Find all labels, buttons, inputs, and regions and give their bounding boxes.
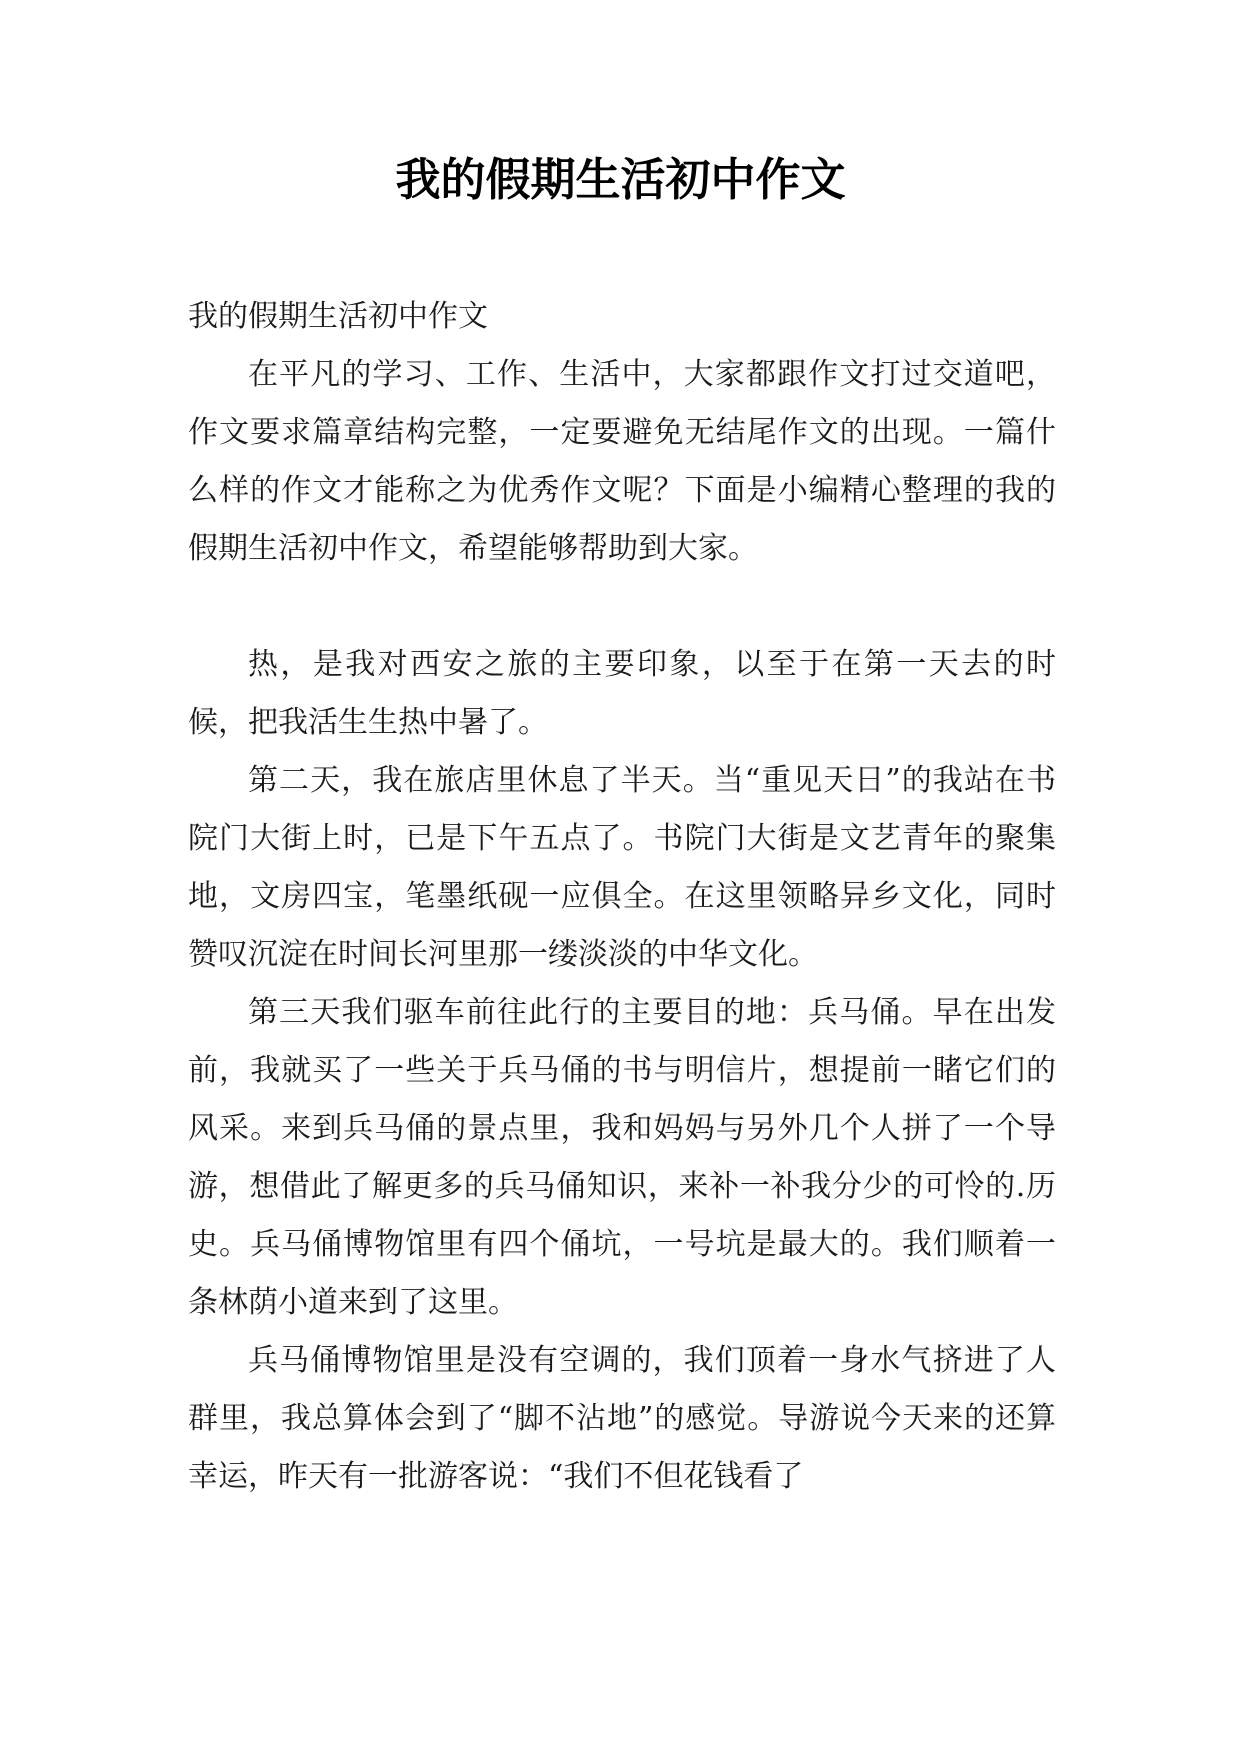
- paragraph-gap: [188, 578, 1056, 636]
- document-title: 我的假期生活初中作文: [395, 153, 846, 206]
- document-subtitle: 我的假期生活初中作文: [188, 299, 488, 334]
- body-paragraph-2: 第二天，我在旅店里休息了半天。当“重见天日”的我站在书院门大街上时，已是下午五点了。书院门大街是文艺青年的聚集地，文房四宝，笔墨纸砚一应俱全。在这里领略异乡文化，同时赞叹沉淀在时间长河里那一缕淡淡的中华文化。: [188, 763, 1056, 972]
- body-paragraph-4: 兵马俑博物馆里是没有空调的，我们顶着一身水气挤进了人群里，我总算体会到了“脚不沾地”的感觉。导游说今天来的还算幸运，昨天有一批游客说：“我们不但花钱看了: [188, 1343, 1056, 1494]
- document-body: [188, 288, 1056, 1506]
- body-paragraph-3: 第三天我们驱车前往此行的主要目的地：兵马俑。早在出发前，我就买了一些关于兵马俑的书与明信片，想提前一睹它们的风采。来到兵马俑的景点里，我和妈妈与另外几个人拼了一个导游，想借此了解更多的兵马俑知识，来补一补我分少的可怜的.历史。兵马俑博物馆里有四个俑坑，一号坑是最大的。我们顺着一条林荫小道来到了这里。: [188, 995, 1056, 1320]
- intro-paragraph: 在平凡的学习、工作、生活中，大家都跟作文打过交道吧，作文要求篇章结构完整，一定要避免无结尾作文的出现。一篇什么样的作文才能称之为优秀作文呢？下面是小编精心整理的我的假期生活初中作文，希望能够帮助到大家。: [188, 357, 1056, 566]
- body-paragraph-1: 热，是我对西安之旅的主要印象，以至于在第一天去的时候，把我活生生热中暑了。: [188, 647, 1056, 740]
